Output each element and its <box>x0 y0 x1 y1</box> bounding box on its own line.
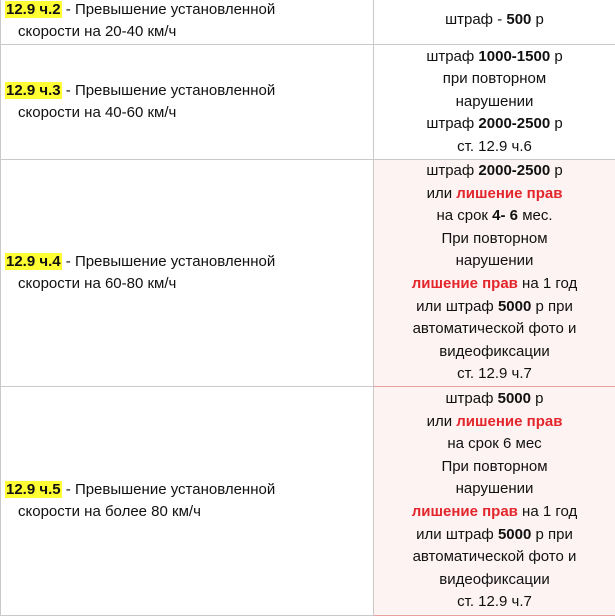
penalty-text: нарушении <box>456 93 534 110</box>
offense-text-line2: скорости на 40-60 км/ч <box>5 102 373 124</box>
penalty-text: При повторном <box>441 230 547 247</box>
penalty-text: ст. 12.9 ч.6 <box>457 138 532 155</box>
offense-text-line2: скорости на более 80 км/ч <box>5 501 373 523</box>
penalty-line <box>374 591 615 614</box>
penalty-line <box>374 46 615 69</box>
penalty-text: р при <box>531 526 573 543</box>
penalty-line <box>374 341 615 364</box>
penalty-line <box>374 160 615 183</box>
penalty-line <box>374 388 615 411</box>
penalty-text: ст. 12.9 ч.7 <box>457 365 532 382</box>
penalty-text: р <box>550 48 563 65</box>
offense-text-line1: Превышение установленной <box>75 481 275 498</box>
penalty-text: р при <box>531 298 573 315</box>
penalty-line <box>374 183 615 206</box>
penalty-text: ст. 12.9 ч.7 <box>457 593 532 610</box>
penalty-line <box>374 68 615 91</box>
penalty-text: мес. <box>518 207 553 224</box>
penalty-text: р <box>531 390 544 407</box>
penalty-line <box>374 546 615 569</box>
offense-text-line1: Превышение установленной <box>75 82 275 99</box>
penalty-text: на срок 6 мес <box>447 435 541 452</box>
penalty-line <box>374 136 615 159</box>
penalty-text: штраф <box>426 162 478 179</box>
penalty-text: на 1 год <box>518 503 577 520</box>
penalty-line <box>374 433 615 456</box>
table-row <box>1 45 615 160</box>
offense-text-line2: скорости на 60-80 км/ч <box>5 273 373 295</box>
penalty-line <box>374 569 615 592</box>
penalty-line <box>374 113 615 136</box>
penalty-line <box>374 228 615 251</box>
penalty-line <box>374 250 615 273</box>
license-revocation-text: лишение прав <box>412 503 518 520</box>
offense-cell: 12.9 ч.4 - Превышение установленной скорости на 60-80 км/ч <box>1 160 374 387</box>
amount-text: 5000 <box>498 298 531 315</box>
penalty-cell <box>374 160 615 387</box>
table-row <box>1 386 615 615</box>
penalty-text: р <box>550 162 563 179</box>
amount-text: 2000-2500 <box>478 115 550 132</box>
amount-text: 1000-1500 <box>478 48 550 65</box>
amount-text: 500 <box>506 11 531 28</box>
penalty-text: или <box>427 413 457 430</box>
penalty-text: штраф - <box>445 11 506 28</box>
amount-text: 4- 6 <box>492 207 518 224</box>
offense-cell: 12.9 ч.5 - Превышение установленной скорости на более 80 км/ч <box>1 386 374 615</box>
penalty-text: или штраф <box>416 298 498 315</box>
penalty-line <box>374 411 615 434</box>
license-revocation-text: лишение прав <box>456 413 562 430</box>
penalty-line <box>374 524 615 547</box>
penalty-line <box>374 9 615 32</box>
penalty-line <box>374 205 615 228</box>
offense-text-line1: Превышение установленной <box>75 253 275 270</box>
penalty-line <box>374 296 615 319</box>
amount-text: 2000-2500 <box>478 162 550 179</box>
penalty-text: р <box>531 11 544 28</box>
penalty-line <box>374 363 615 386</box>
penalty-line <box>374 478 615 501</box>
penalty-cell <box>374 45 615 160</box>
penalty-text: на 1 год <box>518 275 577 292</box>
penalty-text: видеофиксации <box>439 343 549 360</box>
article-badge: 12.9 ч.3 <box>5 82 62 99</box>
penalty-line <box>374 456 615 479</box>
offense-cell: 12.9 ч.2 - Превышение установленной скорости на 20-40 км/ч <box>1 0 374 45</box>
penalty-text: штраф <box>446 390 498 407</box>
penalty-line <box>374 273 615 296</box>
license-revocation-text: лишение прав <box>412 275 518 292</box>
offense-text-line2: скорости на 20-40 км/ч <box>5 21 373 43</box>
penalty-cell <box>374 0 615 45</box>
table-row <box>1 160 615 387</box>
penalty-line <box>374 318 615 341</box>
license-revocation-text: лишение прав <box>456 185 562 202</box>
amount-text: 5000 <box>498 390 531 407</box>
article-badge: 12.9 ч.5 <box>5 481 62 498</box>
penalty-text: или <box>427 185 457 202</box>
penalty-text: при повторном <box>443 70 546 87</box>
article-badge: 12.9 ч.2 <box>5 1 62 18</box>
penalty-text: штраф <box>426 48 478 65</box>
penalty-cell <box>374 386 615 615</box>
amount-text: 5000 <box>498 526 531 543</box>
penalty-text: на срок <box>436 207 492 224</box>
penalty-line <box>374 501 615 524</box>
penalty-text: автоматической фото и <box>413 320 577 337</box>
penalty-text: нарушении <box>456 252 534 269</box>
offense-cell: 12.9 ч.3 - Превышение установленной скорости на 40-60 км/ч <box>1 45 374 160</box>
penalty-text: штраф <box>426 115 478 132</box>
offense-text-line1: Превышение установленной <box>75 1 275 18</box>
penalty-text: видеофиксации <box>439 571 549 588</box>
table-row <box>1 0 615 45</box>
penalty-text: нарушении <box>456 480 534 497</box>
penalty-text: При повторном <box>441 458 547 475</box>
article-badge: 12.9 ч.4 <box>5 253 62 270</box>
penalty-text: р <box>550 115 563 132</box>
penalty-line <box>374 91 615 114</box>
penalty-text: автоматической фото и <box>413 548 577 565</box>
penalty-text: или штраф <box>416 526 498 543</box>
